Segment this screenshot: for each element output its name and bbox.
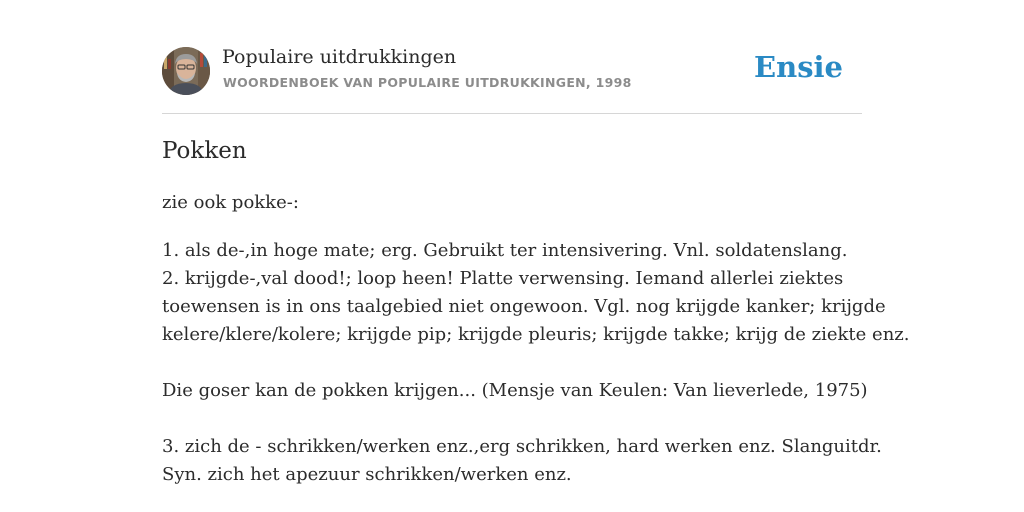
paragraph-gap [162,405,862,433]
source-title[interactable]: Populaire uitdrukkingen [222,46,457,68]
entry-line: Die goser kan de pokken krijgen... (Mensje van Keulen: Van lieverlede, 1975) [162,380,868,401]
entry-card [162,0,910,485]
entry-title: Pokken [162,138,247,164]
entry-line: Syn. zich het apezuur schrikken/werken enz. [162,464,572,485]
entry-body [162,237,910,489]
author-avatar[interactable] [162,47,210,95]
entry-line: 1. als de-,in hoge mate; erg. Gebruikt ter intensivering. Vnl. soldatenslang. [162,240,848,261]
entry-line: toewensen is in ons taalgebied niet ongewoon. Vgl. nog krijgde kanker; krijgde [162,296,886,317]
see-also-text: zie ook pokke-: [162,192,299,213]
ensie-logo[interactable]: Ensie [754,50,843,84]
author-portrait-icon [162,47,210,95]
paragraph-gap [162,349,862,377]
entry-line: kelere/klere/kolere; krijgde pip; krijgde pleuris; krijgde takke; krijg de ziekte enz. [162,324,910,345]
entry-line: 2. krijgde-,val dood!; loop heen! Platte verwensing. Iemand allerlei ziektes [162,268,844,289]
source-header [162,0,862,114]
source-subtitle: WOORDENBOEK VAN POPULAIRE UITDRUKKINGEN, 1998 [223,75,632,90]
entry-line: 3. zich de - schrikken/werken enz.,erg schrikken, hard werken enz. Slanguitdr. [162,436,882,457]
